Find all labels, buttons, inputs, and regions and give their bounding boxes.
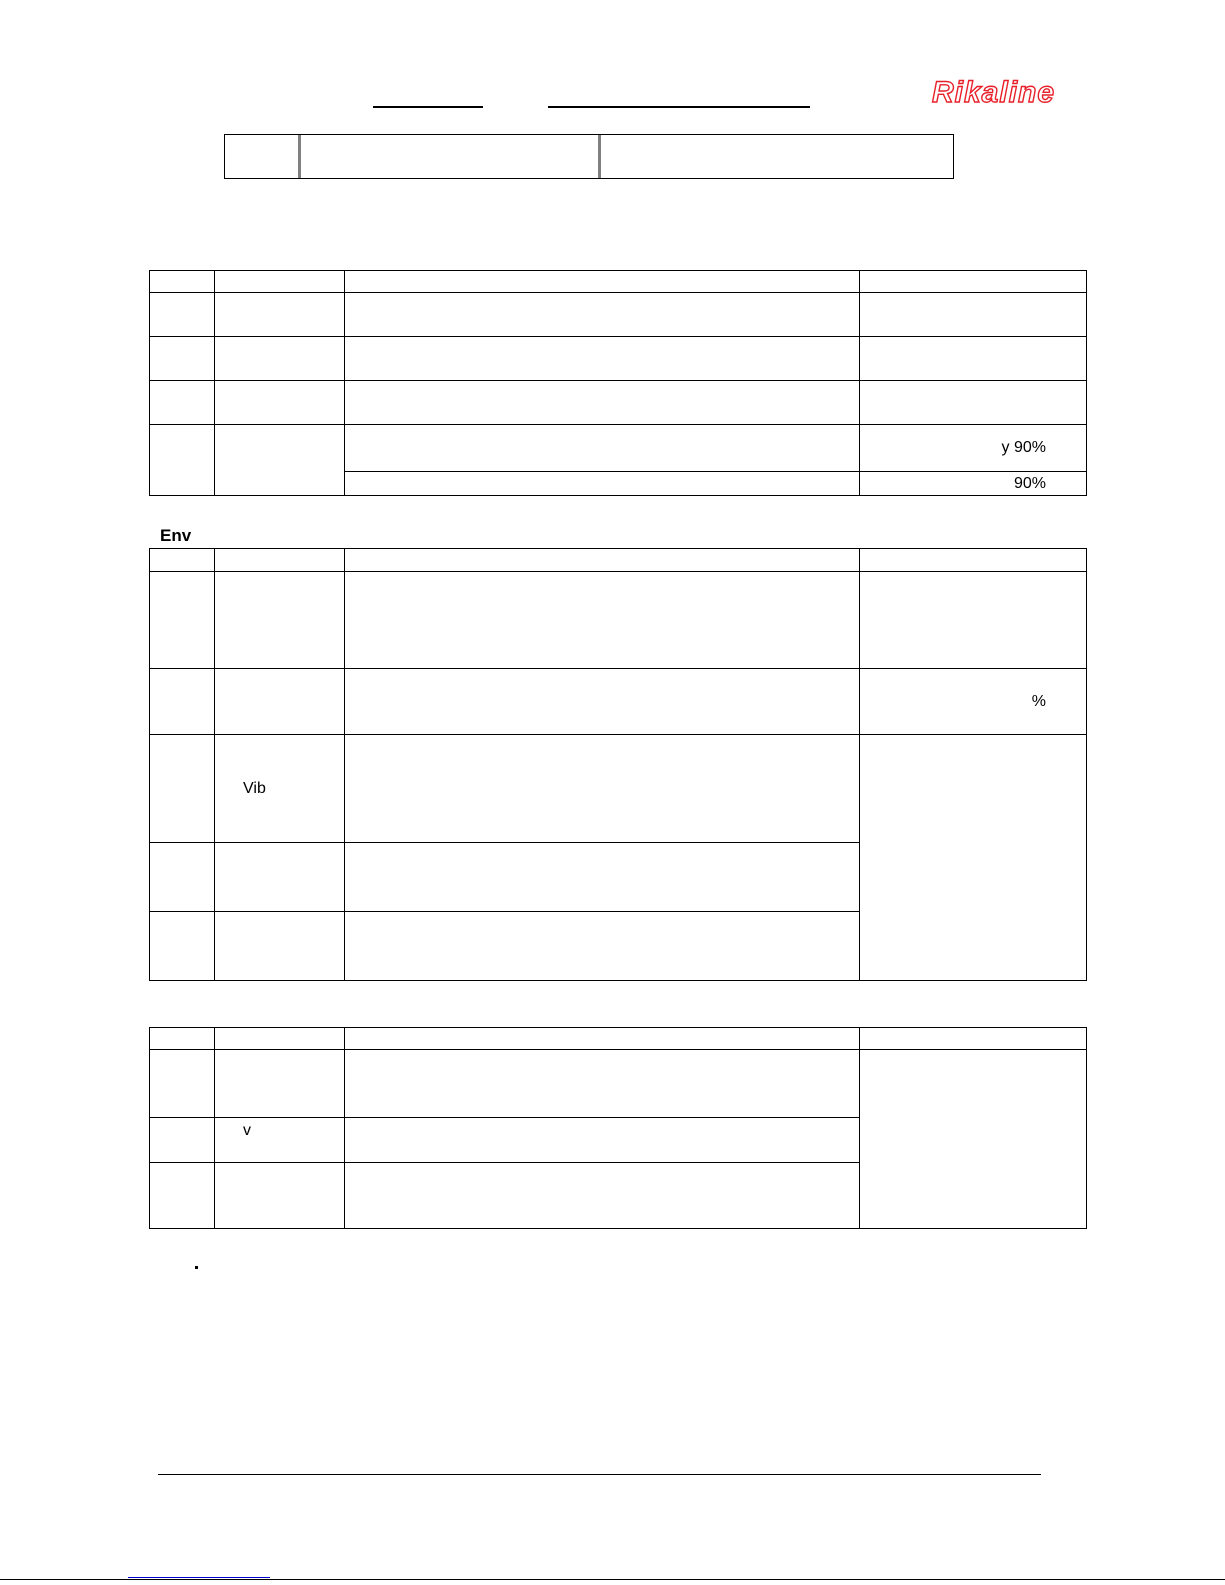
header-box-divider-1: [298, 135, 301, 178]
humidity-value-b: 90%: [860, 472, 1087, 496]
table-row: [150, 669, 1087, 735]
env-percent-value: %: [860, 669, 1087, 735]
table-row: [150, 735, 1087, 843]
table-row: [150, 425, 1087, 472]
header-underline-left: [373, 106, 483, 108]
humidity-value-a: y 90%: [860, 425, 1087, 472]
spec-table-1: [149, 270, 1087, 496]
page-bottom-rule: [0, 1579, 1225, 1580]
spec-table-2: [149, 548, 1087, 981]
footer-rule: [158, 1474, 1041, 1475]
table3-item-v: v: [215, 1118, 345, 1163]
vibration-item: Vib: [215, 735, 345, 843]
table-row: [150, 381, 1087, 425]
table-row: [150, 549, 1087, 572]
table-row: [150, 572, 1087, 669]
table-row: [150, 1050, 1087, 1118]
table-row: [150, 337, 1087, 381]
header-info-box: [224, 134, 954, 179]
header-box-divider-2: [598, 135, 601, 178]
section-label-env: Env: [160, 526, 192, 545]
spec-table-3: [149, 1027, 1087, 1229]
bullet-dot: [195, 1266, 198, 1269]
table-row: [150, 293, 1087, 337]
table-row: [150, 1028, 1087, 1050]
table-row: [150, 271, 1087, 293]
footer-link-underline[interactable]: [128, 1577, 270, 1578]
rikaline-logo: Rikaline: [932, 76, 1056, 109]
header-underline-right: [548, 106, 810, 108]
